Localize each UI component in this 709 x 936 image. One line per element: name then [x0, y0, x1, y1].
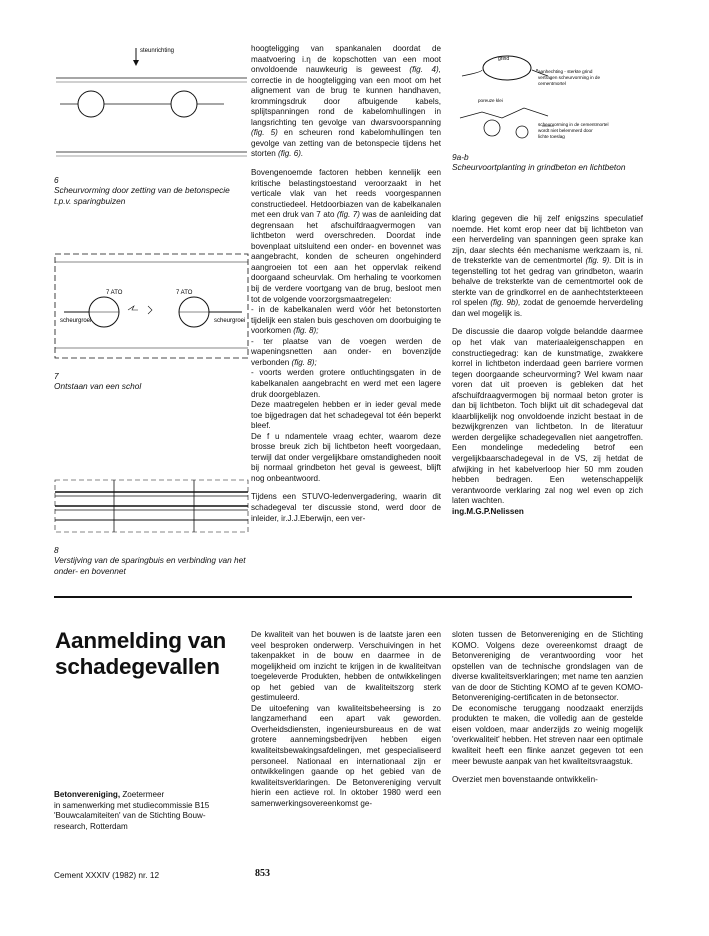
section-divider	[54, 596, 632, 598]
author-line-4: research, Rotterdam	[54, 821, 128, 831]
col3-paragraph-2	[452, 327, 643, 517]
col3-figref-9: (fig. 9).	[585, 256, 612, 266]
col2-p1-figref-5: (fig. 5)	[251, 128, 278, 138]
fig9-label-lichte: lichte toeslag	[538, 134, 565, 139]
figure-6	[54, 42, 249, 182]
figure-8-number: 8	[54, 545, 59, 555]
figure-9-caption: Scheurvoortplanting in grindbeton en lichtbeton	[452, 162, 626, 172]
figure-9-number: 9a-b	[452, 152, 469, 162]
heading-line-1: Aanmelding van	[55, 628, 226, 653]
fig7-label-7ato-right: 7 ATO	[176, 290, 193, 296]
author-line-1	[54, 790, 254, 801]
figure-6-number: 6	[54, 175, 59, 185]
col2-p1-text: hoogteligging van spankanalen doordat de maatvoering i.η de kopschotten van een moot onvoldoende nauwkeurig is geweest	[251, 44, 441, 75]
fig9-label-aanhechting: aanhechting - sterkte grind	[538, 69, 593, 74]
author-line-3: 'Bouwcalamiteiten' van de Stichting Bouw-	[54, 811, 206, 820]
col2-p2-figref-8b: (fig. 8);	[291, 357, 317, 367]
col2-p2b-text: was de aanleiding dat degrensaan het afschuifdraagvermogen van lichtbeton werd overschreden. Doordat inde bovenplaat uitsluitend een onder- en bovennet was aangebracht, konden de scheuren ongehinderd aangroeien tot een aan het oppervlak reikend doorgaand scheurvlak. Om herhaling te voorkomen bij de verdere voortgang van de brug, besloot men tot de volgende voorzorgsmaatregelen:	[251, 210, 442, 304]
figure-7-drawing	[54, 248, 249, 368]
col3-p1a-text: klaring gegeven die hij zelf enigszins speculatief noemde. Het komt erop neer dat bij lichtbeton van een herverdeling van spanningen geen sprake kan zijn, daar slechts één mechanisme werkzaam is, ni. de treksterkte van de cementmortel	[452, 214, 643, 266]
figure-6-drawing	[54, 42, 249, 182]
col3-p2-text: De discussie die daarop volgde belandde daarmee op het vlak van materiaaleigenschappen en constructiegedrag: kan de kunstmatige, zwakkere korrel in lichtbeton inderdaad geen barriere vormen tegen doorgaande scheurvorming? Wel kwam naar voren dat uit proeven is gebleken dat het afschuifdraagvermogen bij normaal beton groter is dan bij lichtbeton. Toch blijkt uit dit schadegeval dat klaarblijkelijk nog onvoldoende inzicht bestaat in de bezwijkgrenzen van lichtbeton. In de literatuur werden dergelijke schadegevallen niet aangetroffen. Een mondelinge mededeling betrof een vergelijkbaarschadegeval in de VS, zij hetdat de afwijking in het kabelverloop hier 50 mm zouden hebben bedragen. Een wetenschappelijk verantwoorde verklaring zal nog wel even op zich laten wachten.	[452, 327, 643, 506]
col2-p1b-text: correctie in de hoogteligging van een moot om het alignement van de brug te kunnen handhaven, krommingsdruk door afbuigende kabels, splijtspanningen rond de kabelomhullingen in langsrichting ten gevolge van dwarsvoorspanning	[251, 75, 441, 127]
fig9-label-grind: grind	[498, 56, 510, 62]
fig7-label-7ato-left: 7 ATO	[106, 290, 123, 296]
col2-p2d-text: - ter plaatse van de voegen werden de wapeningsnetten aan onder- en bovenzijde verbonden	[251, 336, 441, 367]
figure-8-drawing	[54, 470, 249, 540]
section2-col2-paragraph-2: De uitoefening van kwaliteitsbeheersing is zo langzamerhand een apart vak geworden. Overheidsdiensten, ingenieursbureaus en de wat grotere aannemingsbedrijven hebben eigen kwaliteitsbewakingsafdelingen, met gespecialiseerd personeel. Nationaal en internationaal zijn er ontwikkelingen gaande op het gebied van de kwaliteitsverklaringen. De Betonvereniging vervult hierin een actieve rol. In oktober 1980 werd een samenwerkingsovereenkomst ge-	[251, 703, 441, 808]
author-signature: ing.M.G.P.Nelissen	[452, 506, 524, 516]
col2-paragraph-2	[251, 168, 441, 484]
heading-line-2: schadegevallen	[55, 654, 220, 679]
figure-8	[54, 470, 249, 540]
figure-7	[54, 248, 249, 368]
figure-9	[452, 46, 652, 156]
fig9-label-poreuze: poreuze klei	[478, 98, 503, 103]
section-heading	[55, 628, 250, 680]
footer-journal: Cement XXXIV (1982) nr. 12	[54, 870, 160, 880]
author-line-2: in samenwerking met studiecommissie B15	[54, 800, 210, 810]
fig7-label-scheurgroei-right: scheurgroei	[214, 318, 246, 324]
article-column-3	[452, 214, 643, 517]
col3-figref-9b: (fig. 9b),	[490, 298, 521, 308]
figure-9-drawing	[452, 46, 652, 156]
fig9-label-scheur: scheurvorming in de cementmortel	[538, 122, 609, 127]
col2-p2-figref-8a: (fig. 8);	[293, 326, 319, 336]
author-location: Zoetermeer	[120, 790, 165, 799]
col3-p1b-text: Dit is in tegenstelling tot het gedrag van grindbeton, waarin behalve de treksterkte van de cementmortel ook de sterkte van de grindkorrel en de aanhechtsterkteeen rol spelen	[452, 256, 644, 308]
figure-6-caption: Scheurvorming door zetting van de betonspecie t.p.v. sparingbuizen	[54, 185, 230, 206]
col2-paragraph-1	[251, 44, 441, 160]
section2-col3-paragraph-2: De economische teruggang noodzaakt enerzijds produkten te maken, die volledig aan de gestelde eisen voldoen, maar anderzijds zo weinig mogelijk 'overkwaliteit' hebben. Het streven naar een optimale kwaliteit heeft een flinke aanzet gegeven tot een meer bewuste aanpak van het kwaliteitsvraagstuk.	[452, 703, 643, 766]
section2-col3-paragraph-3: Overziet men bovenstaande ontwikkelin-	[452, 775, 598, 785]
col2-paragraph-3: Tijdens een STUVO-ledenvergadering, waarin dit schadegeval ter discussie stond, werd door de inleider, ir.J.J.Eberwijn, een ver-	[251, 492, 441, 523]
col3-p1c-text: zodat de genoemde herverdeling dan wel mogelijk is.	[452, 298, 643, 318]
col2-p1-figref-4: (fig. 4),	[409, 65, 442, 75]
col2-p2g-text: De f u ndamentele vraag echter, waarom deze brosse breuk zich bij lichtbeton heeft voorgedaan, terwijl dat onder vergelijkbare omstandigheden nooit bij normaal grindbeton het geval is geweest, blijft nog onbeantwoord.	[251, 431, 441, 483]
figure-7-caption: Ontstaan van een schol	[54, 381, 142, 391]
col2-p2e-text: - voorts werden grotere ontluchtingsgaten in de kabelkanalen aangebracht en werd met een lagere druk doorgeblazen.	[251, 368, 441, 399]
col2-p2a-text: Bovengenoemde factoren hebben kennelijk een kritische belastingstoestand veroorzaakt in het verticale vlak van het reeds voorgespannen constructiedeel. Hetdoorbiazen van de kabelkanalen met een druk van 7 ato	[251, 168, 441, 220]
col3-paragraph-1	[452, 214, 643, 319]
author-organisation: Betonvereniging,	[54, 790, 121, 799]
page-number: 853	[255, 868, 270, 879]
section2-col3-paragraph-1: sloten tussen de Betonvereniging en de Stichting KOMO. Volgens deze overeenkomst draagt de Betonvereniging de verantwoording voor het opstellen van de technische grondslagen van de diverse kwaliteitsverklaringen; met name ten aanzien van de door de Stichting KOMO af te geven KOMO-Betonvereniging-certificaten in de betonsector.	[452, 630, 643, 703]
col2-p1c-text: en scheuren rond kabelomhullingen ten gevolge van zetting van de betonspecie tijdens het storten	[251, 128, 441, 159]
col2-p1-figref-6: (fig. 6).	[278, 149, 304, 159]
fig7-label-scheurgroei-left: scheurgroei	[60, 318, 92, 324]
fig9-label-vertragen: vertragen scheurvorming in de	[538, 75, 601, 80]
article-column-2	[251, 44, 441, 532]
col2-p2f-text: Deze maatregelen hebben er in ieder geval mede toe bijgedragen dat het schadegeval tot één beperkt bleef.	[251, 400, 441, 431]
figure-7-number: 7	[54, 371, 59, 381]
col2-p2-figref-7: (fig. 7)	[336, 210, 360, 220]
section2-column-2	[251, 630, 441, 809]
col2-p2c-text: - in de kabelkanalen werd vóór het betonstorten tijdelijk een stalen buis geschoven om doorbuiging te voorkomen	[251, 305, 441, 336]
section2-column-3	[452, 630, 643, 786]
fig6-label-steunrichting: steunrichting	[140, 48, 175, 54]
section2-col2-paragraph-1: De kwaliteit van het bouwen is de laatste jaren een veel besproken onderwerp. Verschuivingen in het takenpakket in de bouw en daarmee in de mogelijkheid om inzicht te krijgen in de kwaliteitvan toegeleverde Produkten, hebben de ontwikkelingen op het gebied van de kwaliteitszorg sterk gestimuleerd.	[251, 630, 441, 703]
fig9-label-wordt: wordt niet belemmerd door	[538, 128, 593, 133]
fig9-label-cementmortel: cementmortel	[538, 81, 566, 86]
section-author-block	[54, 790, 254, 832]
figure-8-caption: Verstijving van de sparingbuis en verbinding van het onder- en bovennet	[54, 555, 246, 576]
